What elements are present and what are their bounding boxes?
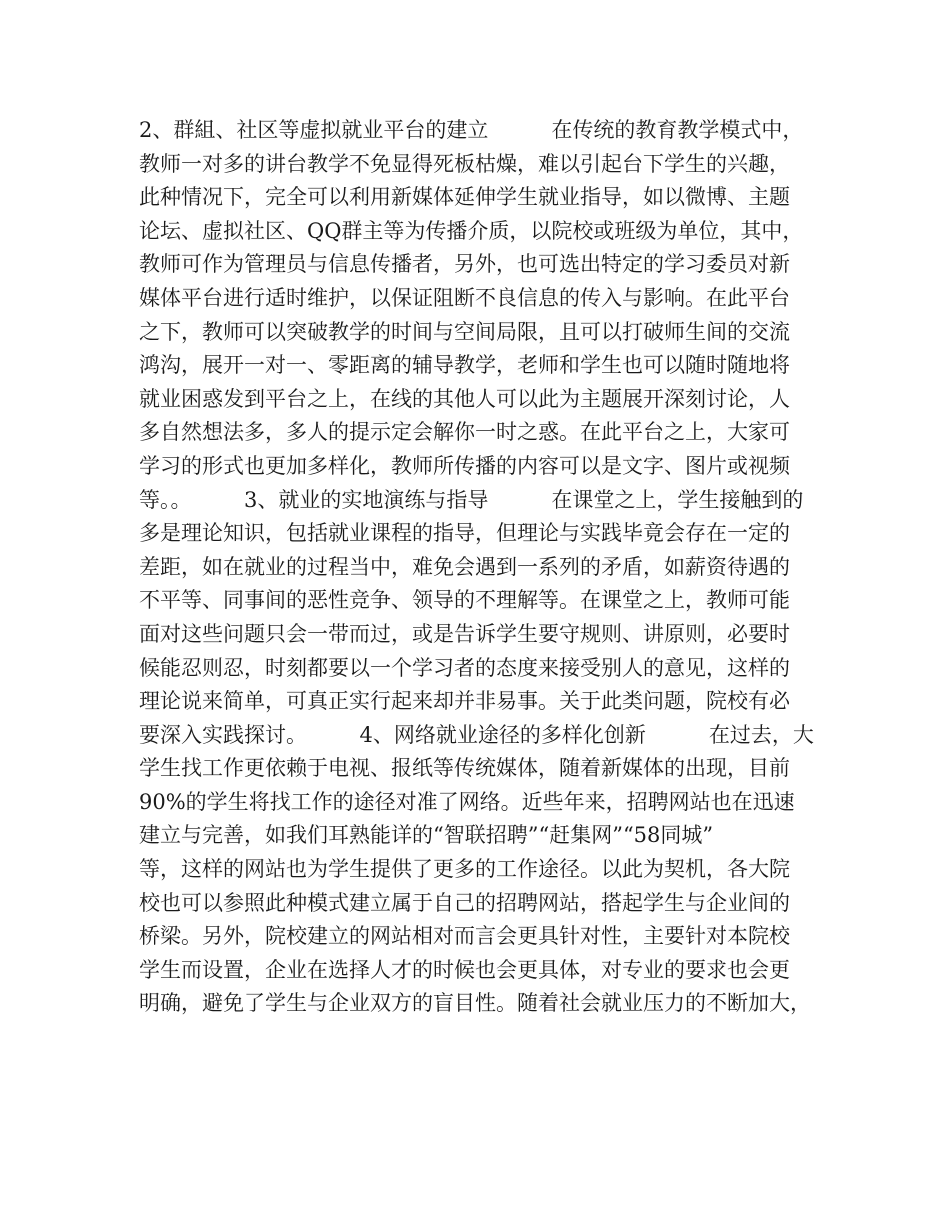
- text-line: 就业困惑发到平台之上，在线的其他人可以此为主题展开深刻讨论，人: [139, 386, 790, 411]
- text-line: 学生而设置，企业在选择人才的时候也会更具体，对专业的要求也会更: [139, 957, 790, 982]
- text-line: 2、群組、社区等虚拟就业平台的建立 在传统的教育教学模式中，: [139, 118, 804, 142]
- text-line: 教师一对多的讲台教学不免显得死板枯燥，难以引起台下学生的兴趣，: [139, 151, 790, 176]
- text-line: 等，这样的网站也为学生提供了更多的工作途径。以此为契机，各大院: [139, 857, 790, 882]
- text-line: 多自然想法多，多人的提示定会解你一时之惑。在此平台之上，大家可: [139, 420, 790, 445]
- text-line: 要深入实践探讨。 4、网络就业途径的多样化创新 在过去，大: [139, 722, 814, 747]
- text-line: 面对这些问题只会一带而过，或是告诉学生要守规则、讲原则，必要时: [139, 621, 790, 646]
- text-line: 学习的形式也更加多样化，教师所传播的内容可以是文字、图片或视频: [139, 453, 790, 478]
- text-line: 建立与完善，如我们耳熟能详的“智联招聘”“赶集网”“58同城”: [139, 823, 714, 848]
- text-line: 明确，避免了学生与企业双方的盲目性。随着社会就业压力的不断加大，: [139, 991, 811, 1016]
- text-line: 学生找工作更依赖于电视、报纸等传统媒体，随着新媒体的出现，目前: [139, 756, 790, 781]
- text-line: 媒体平台进行适时维护，以保证阻断不良信息的传入与影响。在此平台: [139, 285, 790, 310]
- text-line: 理论说来简单，可真正实行起来却并非易事。关于此类问题，院校有必: [139, 689, 790, 714]
- text-line: 候能忍则忍，时刻都要以一个学习者的态度来接受别人的意见，这样的: [139, 655, 790, 680]
- text-line: 鸿沟，展开一对一、零距离的辅导教学，老师和学生也可以随时随地将: [139, 353, 790, 378]
- text-line: 桥梁。另外，院校建立的网站相对而言会更具针对性，主要针对本院校: [139, 924, 790, 949]
- text-line: 教师可作为管理员与信息传播者，另外，也可选出特定的学习委员对新: [139, 252, 790, 277]
- text-line: 校也可以参照此种模式建立属于自己的招聘网站，搭起学生与企业间的: [139, 890, 790, 915]
- text-line: 此种情况下，完全可以利用新媒体延伸学生就业指导，如以微博、主题: [139, 185, 790, 210]
- text-line: 之下，教师可以突破教学的时间与空间局限，且可以打破师生间的交流: [139, 319, 790, 344]
- body-text: [139, 114, 829, 1021]
- text-line: 论坛、虚拟社区、QQ群主等为传播介质，以院校或班级为单位，其中，: [139, 218, 804, 243]
- text-line: 多是理论知识，包括就业课程的指导，但理论与实践毕竟会存在一定的: [139, 521, 790, 546]
- text-line: 不平等、同事间的恶性竞争、领导的不理解等。在课堂之上，教师可能: [139, 588, 790, 613]
- text-line: 90%的学生将找工作的途径对准了网络。近些年来，招聘网站也在迅速: [139, 789, 795, 814]
- text-line: 差距，如在就业的过程当中，难免会遇到一系列的矛盾，如薪资待遇的: [139, 554, 790, 579]
- text-line: 等。。 3、就业的实地演练与指导 在课堂之上，学生接触到的: [139, 487, 804, 512]
